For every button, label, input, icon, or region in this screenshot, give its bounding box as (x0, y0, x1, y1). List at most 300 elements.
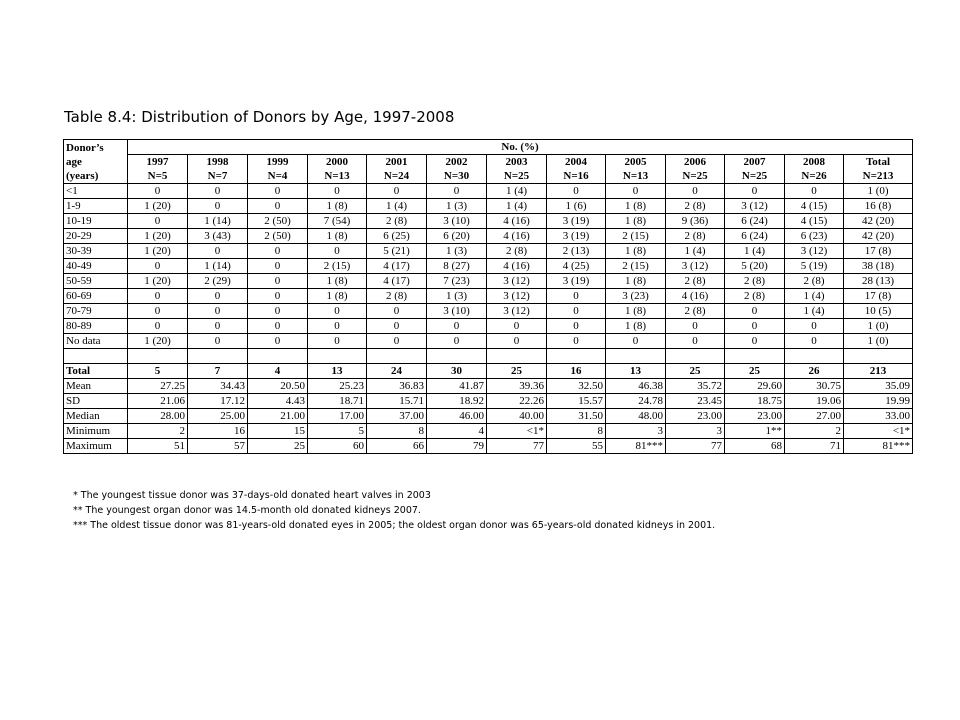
table-cell: 66 (367, 439, 427, 454)
table-cell: 18.71 (308, 394, 367, 409)
sample-size-label: N=30 (443, 170, 470, 182)
row-label: Maximum (64, 439, 128, 454)
table-cell: 55 (547, 439, 606, 454)
table-cell: 4 (17) (367, 274, 427, 289)
table-cell: 9 (36) (666, 214, 725, 229)
empty-cell (367, 349, 427, 364)
footnote: * The youngest tissue donor was 37-days-old donated heart valves in 2003 (73, 490, 431, 501)
table-cell: 1 (0) (844, 184, 913, 199)
table-cell: 0 (248, 244, 308, 259)
year-column-header (427, 155, 487, 184)
table-cell: 0 (308, 334, 367, 349)
table-cell: 0 (248, 274, 308, 289)
table-cell: 0 (487, 334, 547, 349)
table-cell: 0 (547, 319, 606, 334)
table-cell: 4 (248, 364, 308, 379)
table-cell: 5 (128, 364, 188, 379)
row-label: No data (64, 334, 128, 349)
table-cell: 34.43 (188, 379, 248, 394)
sample-size-label: N=26 (801, 170, 827, 182)
table-cell: 17.00 (308, 409, 367, 424)
table-cell: 3 (10) (427, 214, 487, 229)
table-cell: 28.00 (128, 409, 188, 424)
table-cell: 24.78 (606, 394, 666, 409)
table-cell: 2 (8) (666, 229, 725, 244)
row-label: 20-29 (64, 229, 128, 244)
row-label: Mean (64, 379, 128, 394)
table-cell: 3 (606, 424, 666, 439)
table-cell: 81*** (606, 439, 666, 454)
table-cell: <1* (487, 424, 547, 439)
table-cell: 0 (128, 214, 188, 229)
table-cell: 0 (427, 184, 487, 199)
footnote: ** The youngest organ donor was 14.5-month old donated kidneys 2007. (73, 505, 421, 516)
table-cell: 25.00 (188, 409, 248, 424)
table-cell: 77 (666, 439, 725, 454)
year-label: 2002 (445, 156, 468, 168)
table-cell: 1 (8) (308, 199, 367, 214)
table-cell: 36.83 (367, 379, 427, 394)
table-cell: 0 (248, 259, 308, 274)
table-cell: 68 (725, 439, 785, 454)
table-cell: 0 (725, 184, 785, 199)
table-cell: 28 (13) (844, 274, 913, 289)
year-label: 2000 (326, 156, 348, 168)
empty-cell (666, 349, 725, 364)
row-label: <1 (64, 184, 128, 199)
header-row-group (64, 140, 913, 155)
table-cell: 0 (666, 334, 725, 349)
table-cell: 42 (20) (844, 229, 913, 244)
table-cell: 0 (188, 184, 248, 199)
empty-cell (844, 349, 913, 364)
table-cell: 0 (367, 184, 427, 199)
table-cell: 2 (8) (367, 214, 427, 229)
row-label: 1-9 (64, 199, 128, 214)
table-cell: 17 (8) (844, 289, 913, 304)
table-cell: 1 (4) (487, 184, 547, 199)
table-cell: 0 (308, 184, 367, 199)
row-label: 80-89 (64, 319, 128, 334)
age-group-row (64, 184, 913, 199)
table-cell: 10 (5) (844, 304, 913, 319)
year-label: 1999 (266, 156, 289, 168)
table-cell: 1 (20) (128, 229, 188, 244)
table-cell: 17 (8) (844, 244, 913, 259)
group-header: No. (%) (128, 140, 913, 155)
table-cell: 30.75 (785, 379, 844, 394)
table-cell: <1* (844, 424, 913, 439)
table-cell: 1 (20) (128, 199, 188, 214)
table-cell: 16 (547, 364, 606, 379)
sample-size-label: N=213 (862, 170, 894, 182)
corner-header-line: Donor’s (66, 141, 104, 154)
table-cell: 2 (15) (308, 259, 367, 274)
row-label: Total (64, 364, 128, 379)
table-cell: 23.00 (666, 409, 725, 424)
age-group-row (64, 274, 913, 289)
table-cell: 46.00 (427, 409, 487, 424)
year-column-header (487, 155, 547, 184)
row-label: Median (64, 409, 128, 424)
table-cell: 1 (3) (427, 289, 487, 304)
table-cell: 2 (8) (666, 199, 725, 214)
year-column-header (785, 155, 844, 184)
table-cell: 48.00 (606, 409, 666, 424)
year-column-header (725, 155, 785, 184)
year-column-header (606, 155, 666, 184)
table-cell: 1 (8) (606, 274, 666, 289)
table-cell: 26 (785, 364, 844, 379)
table-cell: 38 (18) (844, 259, 913, 274)
table-cell: 39.36 (487, 379, 547, 394)
table-cell: 4 (16) (487, 259, 547, 274)
table-cell: 51 (128, 439, 188, 454)
table-cell: 7 (23) (427, 274, 487, 289)
row-label: 70-79 (64, 304, 128, 319)
table-cell: 6 (23) (785, 229, 844, 244)
table-cell: 1 (8) (606, 319, 666, 334)
table-cell: 18.75 (725, 394, 785, 409)
table-cell: 3 (12) (785, 244, 844, 259)
table-cell: 16 (188, 424, 248, 439)
empty-cell (188, 349, 248, 364)
sample-size-label: N=25 (682, 170, 708, 182)
table-cell: 3 (23) (606, 289, 666, 304)
table-cell: 13 (606, 364, 666, 379)
table-cell: 6 (24) (725, 229, 785, 244)
table-cell: 6 (25) (367, 229, 427, 244)
corner-header-line: age (66, 155, 82, 168)
table-cell: 3 (19) (547, 274, 606, 289)
table-cell: 4 (16) (666, 289, 725, 304)
table-cell: 15.71 (367, 394, 427, 409)
age-group-row (64, 199, 913, 214)
sample-size-label: N=25 (741, 170, 768, 182)
table-cell: 213 (844, 364, 913, 379)
table-cell: 0 (725, 334, 785, 349)
table-cell: 31.50 (547, 409, 606, 424)
table-cell: 0 (308, 244, 367, 259)
table-cell: 2 (15) (606, 229, 666, 244)
row-label: 30-39 (64, 244, 128, 259)
table-cell: 2 (8) (666, 274, 725, 289)
table-cell: 46.38 (606, 379, 666, 394)
table-cell: 18.92 (427, 394, 487, 409)
table-cell: 0 (188, 244, 248, 259)
table-cell: 2 (50) (248, 214, 308, 229)
table-cell: 15 (248, 424, 308, 439)
table-cell: 0 (248, 199, 308, 214)
table-cell: 2 (29) (188, 274, 248, 289)
table-cell: 71 (785, 439, 844, 454)
table-cell: 2 (50) (248, 229, 308, 244)
table-cell: 3 (19) (547, 214, 606, 229)
table-cell: 1 (8) (308, 274, 367, 289)
table-cell: 2 (128, 424, 188, 439)
empty-cell (248, 349, 308, 364)
table-cell: 15.57 (547, 394, 606, 409)
table-cell: 23.00 (725, 409, 785, 424)
table-cell: 0 (367, 304, 427, 319)
empty-cell (606, 349, 666, 364)
row-label: 60-69 (64, 289, 128, 304)
table-cell: 0 (188, 199, 248, 214)
table-cell: 0 (128, 304, 188, 319)
table-cell: 25 (666, 364, 725, 379)
table-cell: 25.23 (308, 379, 367, 394)
table-cell: 1 (8) (606, 304, 666, 319)
table-cell: 0 (188, 334, 248, 349)
table-cell: 29.60 (725, 379, 785, 394)
statistic-row (64, 409, 913, 424)
age-group-row (64, 289, 913, 304)
table-cell: 8 (367, 424, 427, 439)
empty-cell (785, 349, 844, 364)
table-cell: 0 (547, 334, 606, 349)
table-cell: 2 (8) (725, 274, 785, 289)
table-cell: 1 (8) (308, 229, 367, 244)
table-cell: 0 (606, 184, 666, 199)
table-cell: 1 (4) (785, 304, 844, 319)
table-cell: 21.06 (128, 394, 188, 409)
spacer-row (64, 349, 913, 364)
table-cell: 19.99 (844, 394, 913, 409)
donors-by-age-table (63, 139, 913, 454)
age-group-row (64, 259, 913, 274)
year-column-header (844, 155, 913, 184)
corner-header (64, 140, 128, 184)
table-cell: 0 (308, 304, 367, 319)
table-cell: 1 (0) (844, 319, 913, 334)
table-cell: 0 (785, 319, 844, 334)
row-label: 40-49 (64, 259, 128, 274)
table-cell: 20.50 (248, 379, 308, 394)
table-cell: 0 (547, 184, 606, 199)
table-cell: 37.00 (367, 409, 427, 424)
table-cell: 0 (128, 184, 188, 199)
table-cell: 2 (8) (487, 244, 547, 259)
table-cell: 3 (12) (487, 274, 547, 289)
table-cell: 0 (725, 304, 785, 319)
table-cell: 0 (547, 304, 606, 319)
table-cell: 0 (367, 334, 427, 349)
table-cell: 1 (4) (487, 199, 547, 214)
empty-cell (308, 349, 367, 364)
table-cell: 6 (24) (725, 214, 785, 229)
table-cell: 0 (248, 289, 308, 304)
sample-size-label: N=13 (324, 170, 350, 182)
table-cell: 1 (14) (188, 259, 248, 274)
table-cell: 16 (8) (844, 199, 913, 214)
table-cell: 3 (10) (427, 304, 487, 319)
table-cell: 1 (8) (606, 244, 666, 259)
table-cell: 4 (15) (785, 214, 844, 229)
table-cell: 4 (25) (547, 259, 606, 274)
table-cell: 41.87 (427, 379, 487, 394)
statistic-row (64, 379, 913, 394)
year-column-header (547, 155, 606, 184)
table-cell: 2 (8) (367, 289, 427, 304)
table-cell: 35.09 (844, 379, 913, 394)
table-cell: 1 (3) (427, 199, 487, 214)
table-cell: 30 (427, 364, 487, 379)
table-cell: 1** (725, 424, 785, 439)
row-label: 10-19 (64, 214, 128, 229)
table-cell: 2 (8) (785, 274, 844, 289)
header-row-years (64, 155, 913, 184)
table-cell: 7 (54) (308, 214, 367, 229)
table-cell: 3 (666, 424, 725, 439)
table-cell: 1 (20) (128, 244, 188, 259)
table-cell: 25 (248, 439, 308, 454)
table-cell: 0 (248, 319, 308, 334)
statistic-row (64, 439, 913, 454)
empty-cell (427, 349, 487, 364)
table-cell: 2 (13) (547, 244, 606, 259)
year-label: 2004 (565, 156, 587, 168)
table-cell: 4 (16) (487, 229, 547, 244)
corner-header-line: (years) (66, 169, 99, 182)
table-cell: 0 (785, 184, 844, 199)
table-cell: 1 (8) (606, 214, 666, 229)
table-cell: 0 (725, 319, 785, 334)
year-column-header (128, 155, 188, 184)
table-cell: 8 (547, 424, 606, 439)
year-column-header (308, 155, 367, 184)
table-cell: 0 (188, 289, 248, 304)
table-cell: 1 (4) (666, 244, 725, 259)
year-label: 2006 (684, 156, 706, 168)
table-cell: 0 (128, 319, 188, 334)
table-cell: 0 (427, 319, 487, 334)
table-cell: 3 (12) (725, 199, 785, 214)
table-cell: 25 (725, 364, 785, 379)
sample-size-label: N=24 (383, 170, 410, 182)
table-cell: 0 (666, 319, 725, 334)
empty-cell (487, 349, 547, 364)
year-label: 2005 (624, 156, 647, 168)
year-column-header (666, 155, 725, 184)
table-cell: 1 (4) (725, 244, 785, 259)
sample-size-label: N=25 (503, 170, 530, 182)
table-cell: 35.72 (666, 379, 725, 394)
row-label: Minimum (64, 424, 128, 439)
table-cell: 0 (487, 319, 547, 334)
table-cell: 1 (6) (547, 199, 606, 214)
table-cell: 23.45 (666, 394, 725, 409)
year-column-header (248, 155, 308, 184)
table-cell: 3 (12) (487, 289, 547, 304)
table-cell: 5 (20) (725, 259, 785, 274)
table-cell: 0 (666, 184, 725, 199)
year-label: 1997 (146, 156, 169, 168)
table-cell: 3 (12) (487, 304, 547, 319)
statistic-row (64, 424, 913, 439)
age-group-row (64, 214, 913, 229)
table-cell: 8 (27) (427, 259, 487, 274)
table-cell: 1 (20) (128, 274, 188, 289)
table-cell: 3 (12) (666, 259, 725, 274)
table-cell: 1 (20) (128, 334, 188, 349)
table-cell: 22.26 (487, 394, 547, 409)
year-label: 2003 (505, 156, 528, 168)
table-cell: 4 (16) (487, 214, 547, 229)
footnotes (73, 488, 715, 533)
empty-cell (64, 349, 128, 364)
table-cell: 77 (487, 439, 547, 454)
table-cell: 2 (8) (666, 304, 725, 319)
table-cell: 6 (20) (427, 229, 487, 244)
table-cell: 2 (785, 424, 844, 439)
row-label: SD (64, 394, 128, 409)
table-cell: 32.50 (547, 379, 606, 394)
table-cell: 1 (8) (606, 199, 666, 214)
table-cell: 79 (427, 439, 487, 454)
year-label: Total (865, 156, 891, 168)
table-cell: 21.00 (248, 409, 308, 424)
table-cell: 3 (19) (547, 229, 606, 244)
table-cell: 27.25 (128, 379, 188, 394)
year-column-header (367, 155, 427, 184)
table-cell: 1 (4) (367, 199, 427, 214)
table-cell: 13 (308, 364, 367, 379)
age-group-row (64, 334, 913, 349)
table-cell: 17.12 (188, 394, 248, 409)
empty-cell (547, 349, 606, 364)
table-cell: 33.00 (844, 409, 913, 424)
age-group-row (64, 244, 913, 259)
table-cell: 0 (785, 334, 844, 349)
footnote: *** The oldest tissue donor was 81-years-old donated eyes in 2005; the oldest organ donor was 65-years-old donated kidneys in 2001. (73, 520, 716, 531)
empty-cell (725, 349, 785, 364)
table-cell: 0 (367, 319, 427, 334)
table-cell: 25 (487, 364, 547, 379)
table-cell: 60 (308, 439, 367, 454)
sample-size-label: N=7 (207, 170, 228, 182)
table-cell: 4 (15) (785, 199, 844, 214)
table-cell: 1 (0) (844, 334, 913, 349)
table-cell: 27.00 (785, 409, 844, 424)
table-cell: 5 (21) (367, 244, 427, 259)
table-cell: 0 (188, 304, 248, 319)
table-cell: 40.00 (487, 409, 547, 424)
table-cell: 4.43 (248, 394, 308, 409)
year-label: 2008 (803, 156, 825, 168)
table-cell: 4 (17) (367, 259, 427, 274)
table-cell: 42 (20) (844, 214, 913, 229)
table-cell: 0 (248, 184, 308, 199)
table-cell: 0 (308, 319, 367, 334)
table-cell: 7 (188, 364, 248, 379)
table-cell: 5 (308, 424, 367, 439)
table-cell: 0 (248, 334, 308, 349)
age-group-row (64, 304, 913, 319)
table-cell: 5 (19) (785, 259, 844, 274)
table-cell: 1 (3) (427, 244, 487, 259)
year-column-header (188, 155, 248, 184)
sample-size-label: N=5 (147, 170, 168, 182)
table-cell: 0 (128, 259, 188, 274)
table-cell: 24 (367, 364, 427, 379)
table-cell: 0 (128, 289, 188, 304)
table-cell: 2 (8) (725, 289, 785, 304)
table-cell: 57 (188, 439, 248, 454)
sample-size-label: N=4 (267, 170, 288, 182)
row-label: 50-59 (64, 274, 128, 289)
age-group-row (64, 319, 913, 334)
table-cell: 0 (427, 334, 487, 349)
